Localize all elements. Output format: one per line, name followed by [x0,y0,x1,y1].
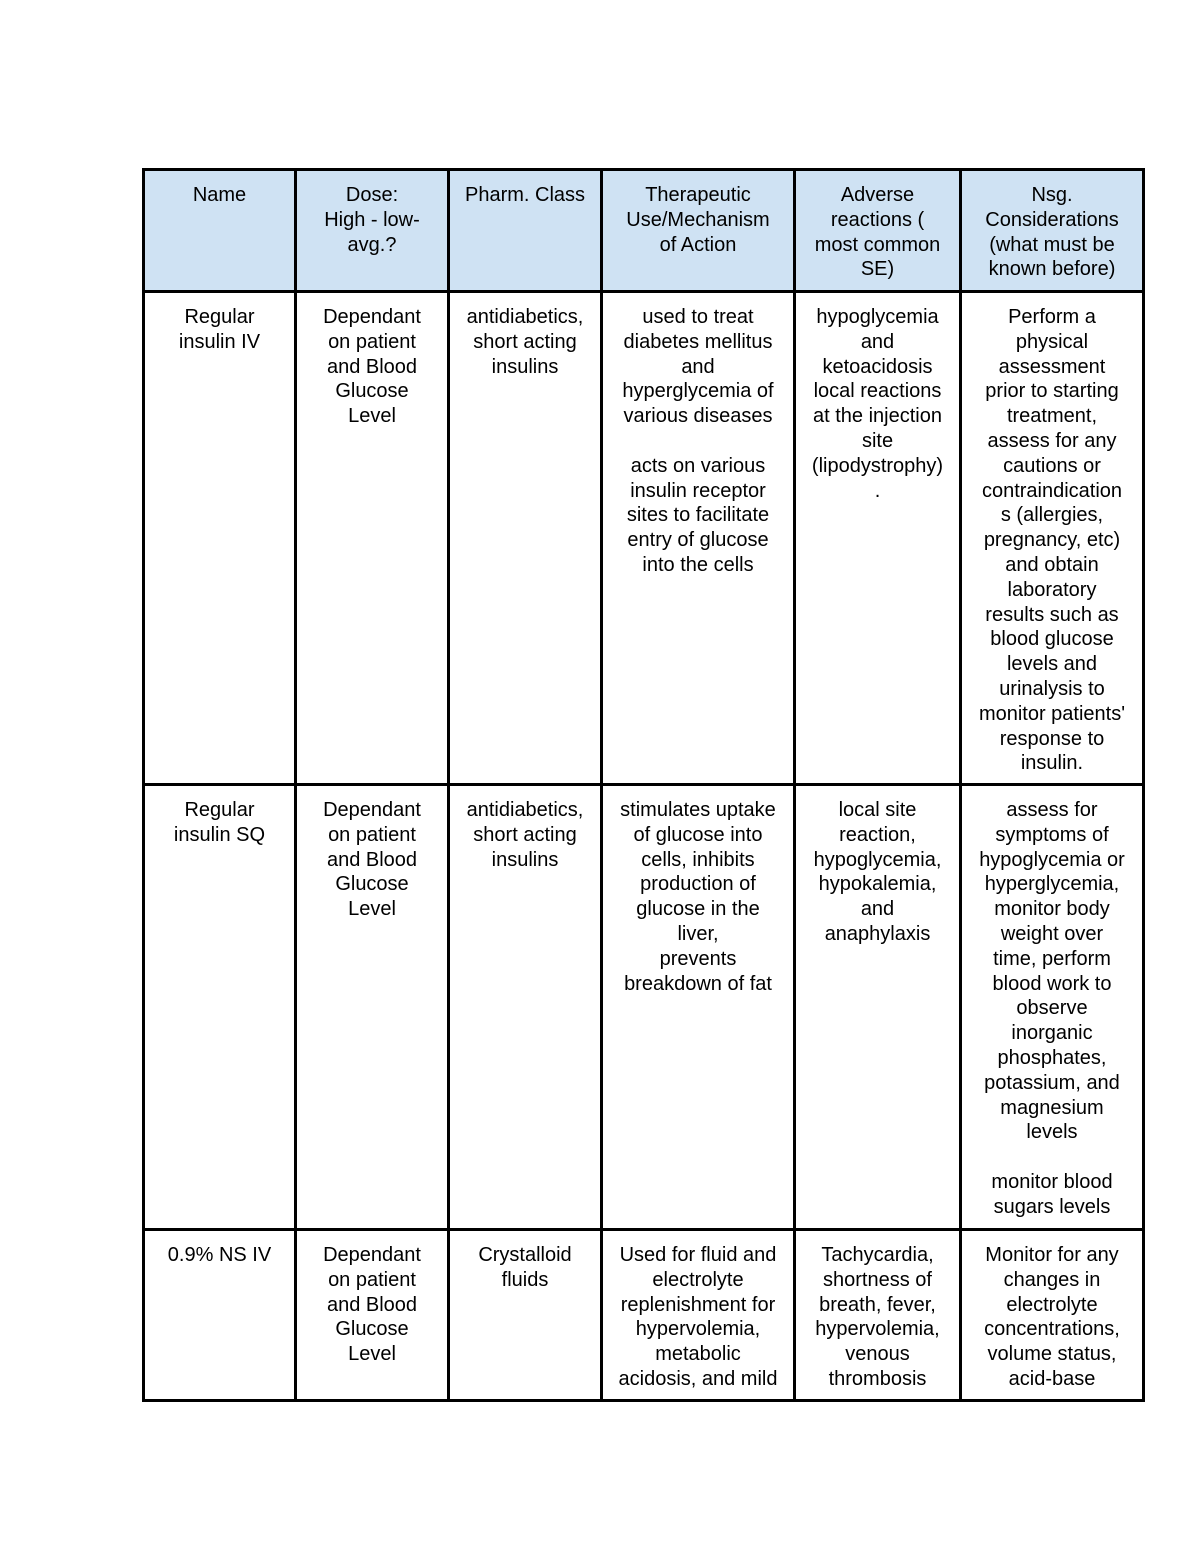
cell-nursing-considerations: Perform a physical assessment prior to starting treatment, assess for any cautions or contraindication s (allergies, pregnancy, etc) and obtain laboratory results such as blood glucose levels and urinalysis to monitor patients' response to insulin. [961,292,1144,785]
header-adverse-reactions: Adverse reactions ( most common SE) [795,170,961,292]
table-header-row [144,170,1144,292]
header-nursing-considerations: Nsg. Considerations (what must be known before) [961,170,1144,292]
table-row [144,1230,1144,1401]
cell-therapeutic-use: Used for fluid and electrolyte replenishment for hypervolemia, metabolic acidosis, and mild [602,1230,795,1401]
drug-card-table [142,168,1145,1402]
header-pharm-class: Pharm. Class [449,170,602,292]
table-row [144,292,1144,785]
header-dose: Dose: High - low- avg.? [296,170,449,292]
cell-pharm-class: Crystalloid fluids [449,1230,602,1401]
cell-adverse-reactions: hypoglycemia and ketoacidosis local reactions at the injection site (lipodystrophy) . [795,292,961,785]
cell-adverse-reactions: local site reaction, hypoglycemia, hypokalemia, and anaphylaxis [795,785,961,1230]
cell-dose: Dependant on patient and Blood Glucose Level [296,1230,449,1401]
cell-pharm-class: antidiabetics, short acting insulins [449,292,602,785]
cell-therapeutic-use: stimulates uptake of glucose into cells, inhibits production of glucose in the liver, prevents breakdown of fat [602,785,795,1230]
cell-pharm-class: antidiabetics, short acting insulins [449,785,602,1230]
cell-name: Regular insulin SQ [144,785,296,1230]
cell-nursing-considerations: Monitor for any changes in electrolyte concentrations, volume status, acid-base [961,1230,1144,1401]
cell-dose: Dependant on patient and Blood Glucose Level [296,292,449,785]
cell-name: 0.9% NS IV [144,1230,296,1401]
header-name: Name [144,170,296,292]
header-therapeutic-use: Therapeutic Use/Mechanism of Action [602,170,795,292]
cell-nursing-considerations: assess for symptoms of hypoglycemia or hyperglycemia, monitor body weight over time, perform blood work to observe inorganic phosphates, potassium, and magnesium levels monitor blood sugars levels [961,785,1144,1230]
cell-dose: Dependant on patient and Blood Glucose Level [296,785,449,1230]
cell-therapeutic-use: used to treat diabetes mellitus and hyperglycemia of various diseases acts on various insulin receptor sites to facilitate entry of glucose into the cells [602,292,795,785]
cell-name: Regular insulin IV [144,292,296,785]
table-row [144,785,1144,1230]
cell-adverse-reactions: Tachycardia, shortness of breath, fever, hypervolemia, venous thrombosis [795,1230,961,1401]
